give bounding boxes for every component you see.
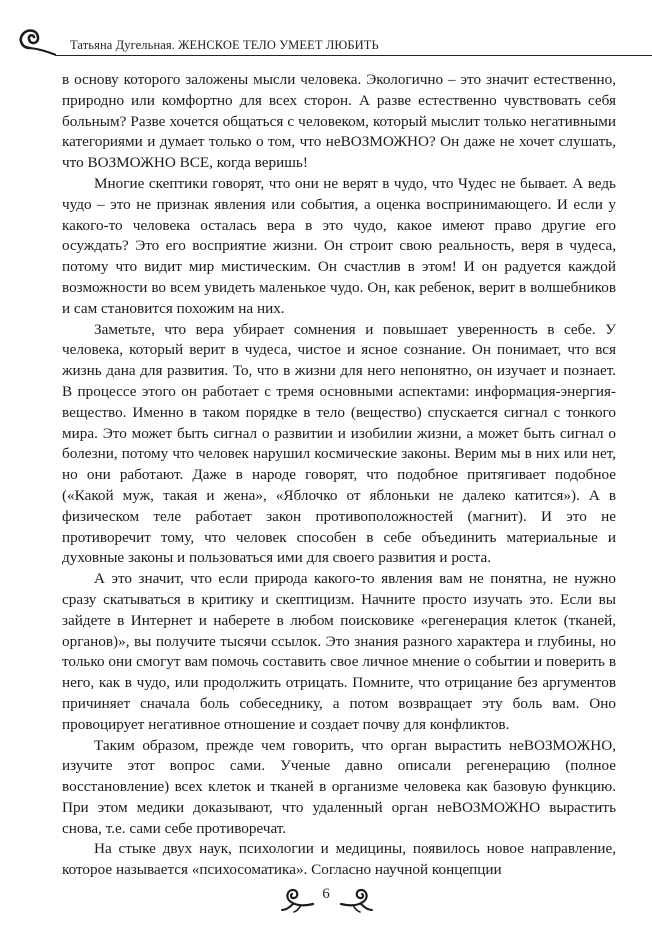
page-number: 6: [322, 886, 330, 902]
paragraph: в основу которого заложены мысли человека. Экологично – это значит естественно, природно или комфортно для всех сторон. А разве естественно чувствовать себя больным? Разве хочется общаться с человеком, который мыслит только негативными категориями и думает только о том, что неВОЗМОЖНО? Он даже не хочет слушать, что ВОЗМОЖНО ВСЕ, когда веришь!: [62, 71, 616, 172]
paragraph: Многие скептики говорят, что они не верят в чудо, что Чудес не бывает. А ведь чудо – это не признак явления или события, а оценка воспринимающего. И если у какого-то человека осталась вера в это чудо, какое имеют право другие его осуждать? Это его восприятие жизни. Он строит свою реальность, веря в чудеса, потому что видит мир мистическим. Он счастлив в этом! И он радуется каждой возможности во всем увидеть маленькое чудо. Он, как ребенок, верит в волшебников и сам становится похожим на них.: [62, 174, 616, 317]
running-title: Татьяна Дугельная. ЖЕНСКОЕ ТЕЛО УМЕЕТ ЛЮБИТЬ: [70, 38, 379, 52]
header-divider: [56, 55, 652, 56]
paragraph: Заметьте, что вера убирает сомнения и повышает уверенность в себе. У человека, который верит в чудеса, чистое и ясное сознание. Он понимает, что вся жизнь дана для развития. То, что в жизни для него непонятно, он изучает и познает. В процессе этого он работает с тремя основными аспектами: информация-энергия-вещество. Именно в таком порядке в тело (вещество) спускается сигнал с тонкого мира. Это может быть сигнал о развитии и изобилии жизни, а может быть сигнал о болезни, потому что человек нарушил космические законы. Верим мы в них или нет, но они работают. Даже в народе говорят, что подобное притягивает подобное («Какой муж, такая и жена», «Яблочко от яблоньки не далеко катится»). А в физическом теле работает закон противоположностей (магнит). И это не противоречит тому, что человек способен в себе объединить материальные и духовные законы и пользоваться ими для своего развития и роста.: [62, 320, 616, 567]
spiral-swirl-icon: [10, 14, 56, 62]
paragraph: А это значит, что если природа какого-то явления вам не понятна, не нужно сразу скатываться в критику и скептицизм. Начните просто изучать это. Если вы зайдете в Интернет и наберете в любом поисковике «регенерация клеток (тканей, органов)», вы получите тысячи ссылок. Это знания разного характера и глубины, но только они смогут вам помочь составить свое личное мнение о событии и поверить в него, как в чудо, или продолжить отрицать. Помните, что отрицание без аргументов причиняет сначала боль собеседнику, а потом возвращает эту боль вам. Оно провоцирует негативное отношение и создает почву для конфликтов.: [62, 570, 616, 733]
page-footer: [0, 880, 652, 925]
right-flourish-icon: [339, 884, 373, 914]
left-flourish-icon: [281, 884, 315, 914]
paragraph: Таким образом, прежде чем говорить, что орган вырастить неВОЗМОЖНО, изучите этот вопрос сами. Ученые давно описали регенерацию (полное восстановление) всех клеток и тканей в организме человека как базовую функцию. При этом медики доказывают, что удаленный орган неВОЗМОЖНО вырастить снова, т.е. сами себе противоречат.: [62, 736, 616, 837]
paragraph: На стыке двух наук, психологии и медицины, появилось новое направление, которое называется «психосоматика». Согласно научной концепции: [62, 840, 616, 879]
page-body: [62, 70, 616, 881]
running-header: [0, 0, 652, 70]
